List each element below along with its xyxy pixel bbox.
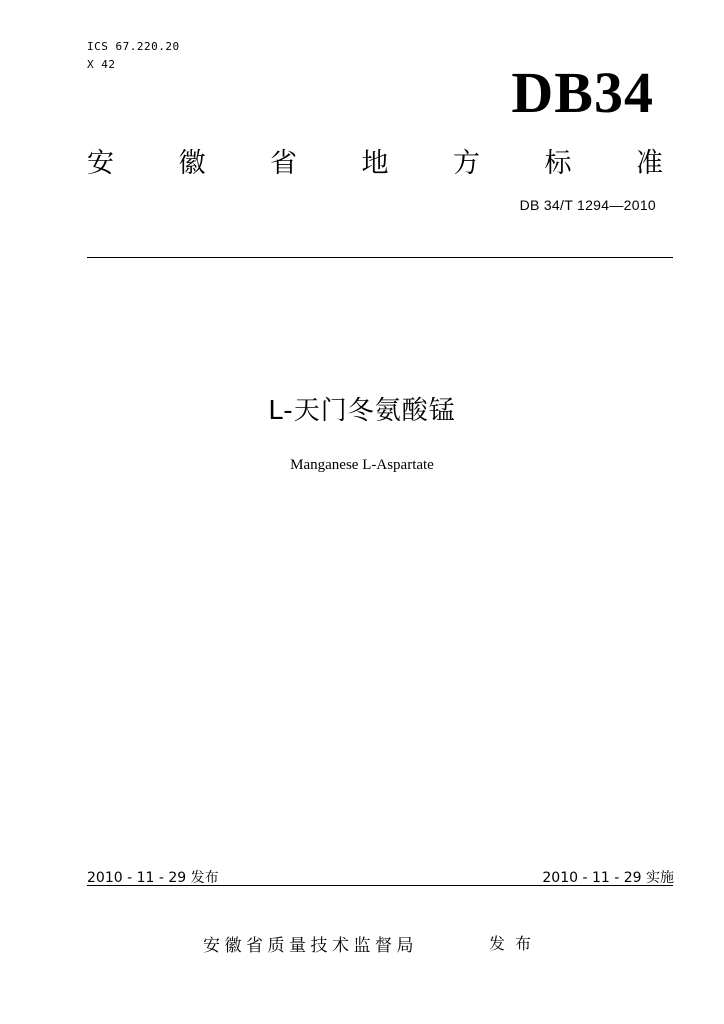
title-char: 省 xyxy=(270,147,297,179)
document-title-cn: L-天门冬氨酸锰 xyxy=(268,396,456,426)
issue-label: 发布 xyxy=(489,934,542,953)
effective-date: 2010 - 11 - 29 实施 xyxy=(542,870,674,886)
title-char: 安 xyxy=(87,147,114,179)
standard-type-title xyxy=(87,140,663,180)
title-char: 地 xyxy=(361,147,389,179)
bottom-divider xyxy=(87,885,673,886)
ccs-code: X 42 xyxy=(87,58,116,71)
publish-date: 2010 - 11 - 29 发布 xyxy=(87,870,219,886)
db-logo: DB34 xyxy=(511,60,654,125)
title-char: 标 xyxy=(544,147,572,179)
standard-number: DB 34/T 1294—2010 xyxy=(519,197,656,213)
top-divider xyxy=(87,257,673,258)
ics-code: ICS 67.220.20 xyxy=(87,40,180,53)
title-char: 准 xyxy=(636,147,663,179)
issuing-authority: 安徽省质量技术监督局 xyxy=(203,936,418,956)
document-title-en: Manganese L-Aspartate xyxy=(290,457,434,473)
title-char: 徽 xyxy=(178,147,206,179)
classification-codes xyxy=(87,38,180,74)
title-char: 方 xyxy=(453,147,480,179)
